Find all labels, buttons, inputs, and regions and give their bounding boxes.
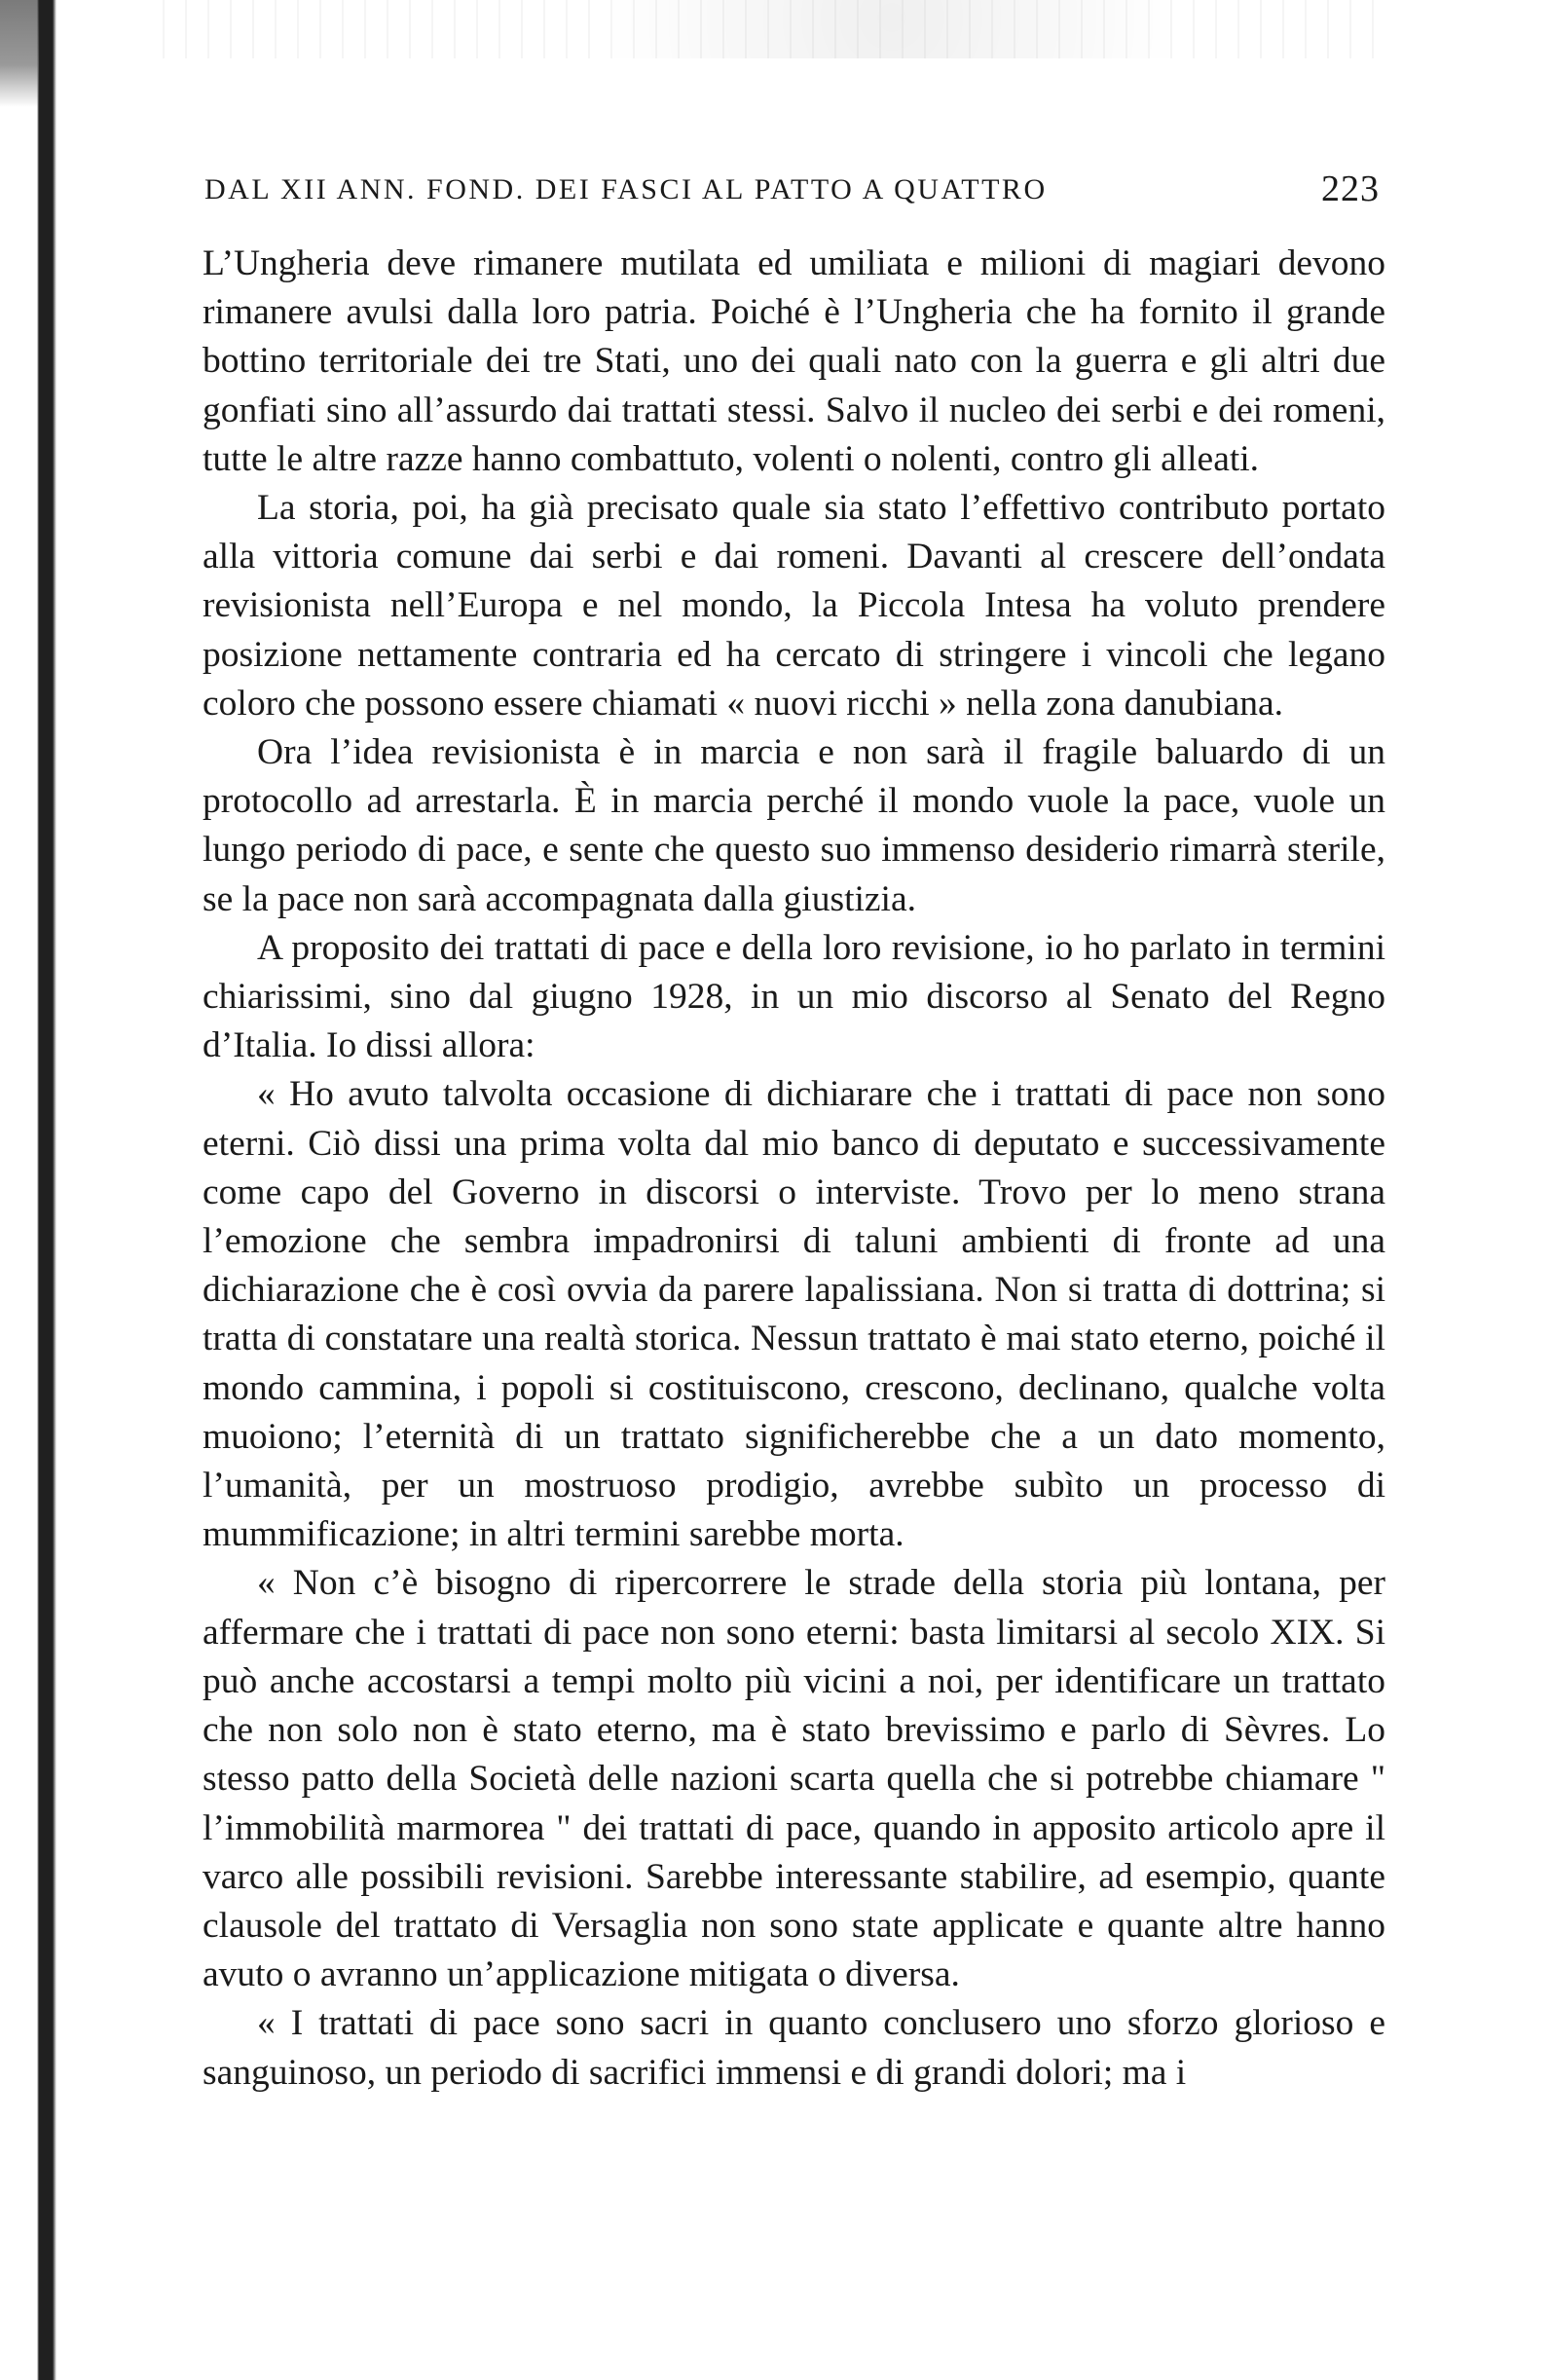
scan-noise bbox=[156, 0, 1383, 58]
paragraph: Ora l’idea revisionista è in marcia e non sarà il fragile baluardo di un protocollo ad arrestarla. È in marcia perché il mondo vuole la pace, vuole un lungo periodo di pace, e sente che questo suo immenso desiderio rimarrà sterile, se la pace non sarà accompagnata dalla giustizia. bbox=[203, 732, 1385, 919]
page-number: 223 bbox=[1321, 168, 1380, 209]
quotation-paragraph: « I trattati di pace sono sacri in quanto conclusero uno sforzo glorioso e sanguinoso, un periodo di sacrifici immensi e di grandi dolori; ma i bbox=[203, 2003, 1385, 2093]
running-title: DAL XII ANN. FOND. DEI FASCI AL PATTO A QUATTRO bbox=[204, 173, 1048, 205]
book-page bbox=[203, 156, 1385, 2098]
running-head bbox=[203, 156, 1385, 214]
paragraph: L’Ungheria deve rimanere mutilata ed umiliata e milioni di magiari devono rimanere avulsi dalla loro patria. Poiché è l’Ungheria che ha fornito il grande bottino territoriale dei tre Stati, uno dei quali nato con la guerra e gli altri due gonfiati sino all’assurdo dai trattati stessi. Salvo il nucleo dei serbi e dei romeni, tutte le altre razze hanno combattuto, volenti o nolenti, contro gli alleati. bbox=[203, 243, 1385, 479]
binding-shadow bbox=[0, 0, 39, 107]
paragraph: A proposito dei trattati di pace e della loro revisione, io ho parlato in termini chiarissimi, sino dal giugno 1928, in un mio discorso al Senato del Regno d’Italia. Io dissi allora: bbox=[203, 927, 1385, 1066]
body-text bbox=[203, 240, 1385, 2098]
quotation-paragraph: « Non c’è bisogno di ripercorrere le strade della storia più lontana, per affermare che i trattati di pace non sono eterni: basta limitarsi al secolo XIX. Si può anche accostarsi a tempi molto più vicini a noi, per identificare un trattato che non solo non è stato eterno, ma è stato brevissimo e parlo di Sèvres. Lo stesso patto della Società delle nazioni scarta quella che si potrebbe chiamare " l’immobilità marmorea " dei trattati di pace, quando in apposito articolo apre il varco alle possibili revisioni. Sarebbe interessante stabilire, ad esempio, quante clausole del trattato di Versaglia non sono state applicate e quante altre hanno avuto o avranno un’applicazione mitigata o diversa. bbox=[203, 1563, 1385, 1995]
binding-edge bbox=[0, 0, 56, 2380]
quotation-paragraph: « Ho avuto talvolta occasione di dichiarare che i trattati di pace non sono eterni. Ciò dissi una prima volta dal mio banco di deputato e successivamente come capo del Governo in discorsi o interviste. Trovo per lo meno strana l’emozione che sembra impadronirsi di taluni ambienti di fronte ad una dichiarazione che è così ovvia da parere lapalissiana. Non si tratta di dottrina; si tratta di constatare una realtà storica. Nessun trattato è mai stato eterno, poiché il mondo cammina, i popoli si costituiscono, crescono, declinano, qualche volta muoiono; l’eternità di un trattato significherebbe che a un dato momento, l’umanità, per un mostruoso prodigio, avrebbe subìto un processo di mummificazione; in altri termini sarebbe morta. bbox=[203, 1074, 1385, 1555]
paragraph: La storia, poi, ha già precisato quale sia stato l’effettivo contributo portato alla vittoria comune dai serbi e dai romeni. Davanti al crescere dell’ondata revisionista nell’Europa e nel mondo, la Piccola Intesa ha voluto prendere posizione nettamente contraria ed ha cercato di stringere i vincoli che legano coloro che possono essere chiamati « nuovi ricchi » nella zona danubiana. bbox=[203, 488, 1385, 724]
